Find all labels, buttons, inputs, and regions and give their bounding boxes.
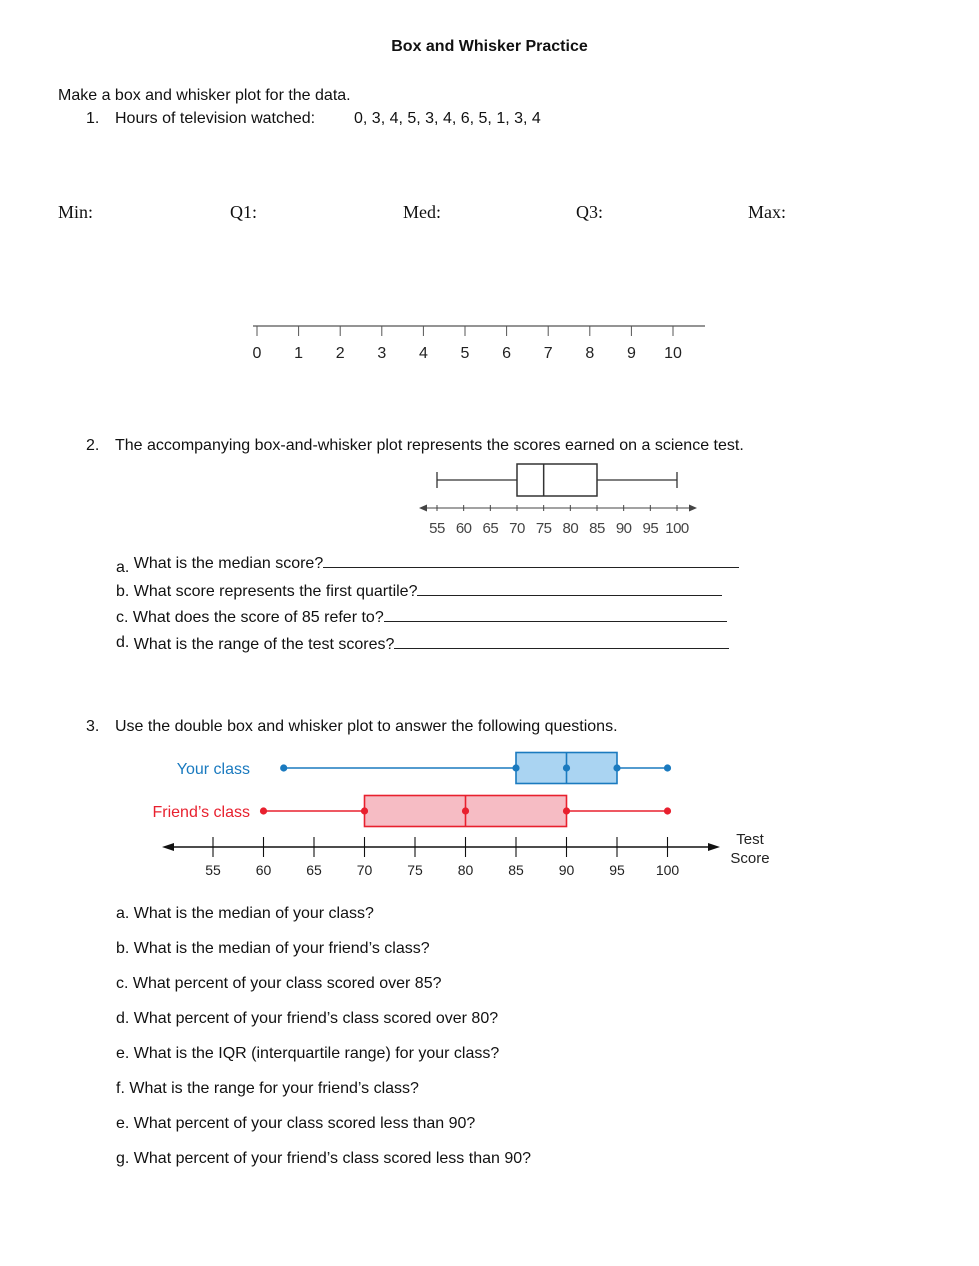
friends-class-label: Friend’s class: [152, 804, 250, 821]
axis-arrow-right: [689, 505, 697, 512]
number-line-tick-label: 6: [502, 345, 512, 362]
q1-data: 0, 3, 4, 5, 3, 4, 6, 5, 1, 3, 4: [354, 110, 541, 127]
answer-line-d[interactable]: [394, 634, 729, 649]
number-line-tick-label: 8: [585, 345, 595, 362]
axis-arrow-right: [708, 843, 720, 851]
number-line-tick-label: 9: [626, 345, 636, 362]
axis-tick-label: 85: [508, 862, 524, 878]
your-class-point: [563, 764, 570, 771]
axis-tick-label: 55: [205, 862, 221, 878]
q2-question-letter: a.: [116, 559, 130, 576]
axis-tick-label: 60: [255, 862, 272, 878]
axis-arrow-left: [162, 843, 174, 851]
answer-line-a[interactable]: [323, 553, 739, 568]
number-line-tick-label: 5: [460, 345, 470, 362]
number-line-tick-label: 2: [335, 345, 345, 362]
q2-question-a: [116, 553, 739, 576]
stat-q3-label: Q3:: [576, 202, 603, 222]
number-line-tick-label: 1: [294, 345, 304, 362]
axis-tick-label: 85: [589, 520, 605, 537]
q3-question-a: a. What is the median of your class?: [116, 905, 374, 922]
box-iqr: [517, 464, 597, 496]
friends-class-point: [462, 807, 469, 814]
axis-tick-label: 70: [356, 862, 373, 878]
axis-tick-label: 95: [642, 520, 659, 537]
your-class-label: Your class: [176, 761, 250, 778]
axis-tick-label: 65: [306, 862, 322, 878]
axis-tick-label: 55: [429, 520, 445, 537]
q2-question-letter: b.: [116, 583, 130, 600]
answer-line-b[interactable]: [417, 581, 722, 596]
q2-question-text: What score represents the first quartile?: [133, 583, 418, 600]
axis-tick-label: 90: [558, 862, 575, 878]
axis-tick-label: 100: [655, 862, 680, 878]
your-class-point: [664, 764, 671, 771]
q2-question-text: What is the range of the test scores?: [133, 636, 395, 653]
axis-tick-label: 95: [609, 862, 625, 878]
axis-tick-label: 80: [562, 520, 579, 537]
answer-line-c[interactable]: [384, 607, 727, 622]
q3-text: Use the double box and whisker plot to answer the following questions.: [115, 718, 618, 735]
page-title: Box and Whisker Practice: [391, 38, 588, 55]
intro-text: Make a box and whisker plot for the data.: [58, 87, 351, 104]
q2-question-letter: d.: [116, 634, 130, 651]
number-line-tick-label: 7: [543, 345, 553, 362]
q2-question-letter: c.: [116, 609, 129, 626]
q1-number: 1.: [86, 110, 100, 127]
your-class-point: [613, 764, 620, 771]
axis-tick-label: 60: [455, 520, 472, 537]
friends-class-point: [563, 807, 570, 814]
friends-class-point: [664, 807, 671, 814]
q3-question-e2: e. What percent of your class scored less than 90?: [116, 1115, 476, 1132]
q2-question-text: What is the median score?: [133, 555, 324, 572]
q3-question-f: f. What is the range for your friend’s class?: [116, 1080, 419, 1097]
q2-question-c: [116, 607, 727, 627]
axis-tick-label: 70: [509, 520, 525, 537]
axis-tick-label: 75: [407, 862, 423, 878]
axis-tick-label: 65: [482, 520, 499, 537]
q2-question-b: [116, 581, 722, 601]
q3-question-g: g. What percent of your friend’s class scored less than 90?: [116, 1150, 532, 1167]
axis-tick-label: 75: [535, 520, 552, 537]
q2-question-d: [116, 634, 729, 654]
your-class-point: [512, 764, 519, 771]
axis-arrow-left: [419, 505, 427, 512]
q1-number-line: [245, 318, 715, 368]
stat-med-label: Med:: [403, 202, 441, 222]
q3-double-box-plot: [140, 745, 790, 890]
axis-title-line1: Test: [736, 831, 764, 848]
q2-box-plot: [415, 455, 705, 545]
friends-class-point: [361, 807, 368, 814]
axis-title-line2: Score: [730, 850, 770, 867]
number-line-tick-label: 10: [664, 345, 682, 362]
q1-label: Hours of television watched:: [115, 110, 316, 127]
your-class-point: [280, 764, 287, 771]
q3-question-c: c. What percent of your class scored over 85?: [116, 975, 442, 992]
q3-question-d: d. What percent of your friend’s class scored over 80?: [116, 1010, 499, 1027]
axis-tick-label: 80: [457, 862, 474, 878]
q3-question-e: e. What is the IQR (interquartile range) for your class?: [116, 1045, 500, 1062]
axis-tick-label: 100: [665, 520, 689, 537]
q3-number: 3.: [86, 718, 100, 735]
q2-number: 2.: [86, 437, 100, 454]
number-line-tick-label: 3: [377, 345, 387, 362]
q3-question-b: b. What is the median of your friend’s class?: [116, 940, 430, 957]
friends-class-point: [260, 807, 267, 814]
stat-min-label: Min:: [58, 202, 94, 222]
q2-text: The accompanying box-and-whisker plot represents the scores earned on a science test.: [115, 437, 744, 454]
number-line-tick-label: 4: [418, 345, 428, 362]
number-line-tick-label: 0: [252, 345, 262, 362]
stat-max-label: Max:: [748, 202, 786, 222]
q2-question-text: What does the score of 85 refer to?: [132, 609, 384, 626]
axis-tick-label: 90: [615, 520, 632, 537]
stat-q1-label: Q1:: [230, 202, 257, 222]
